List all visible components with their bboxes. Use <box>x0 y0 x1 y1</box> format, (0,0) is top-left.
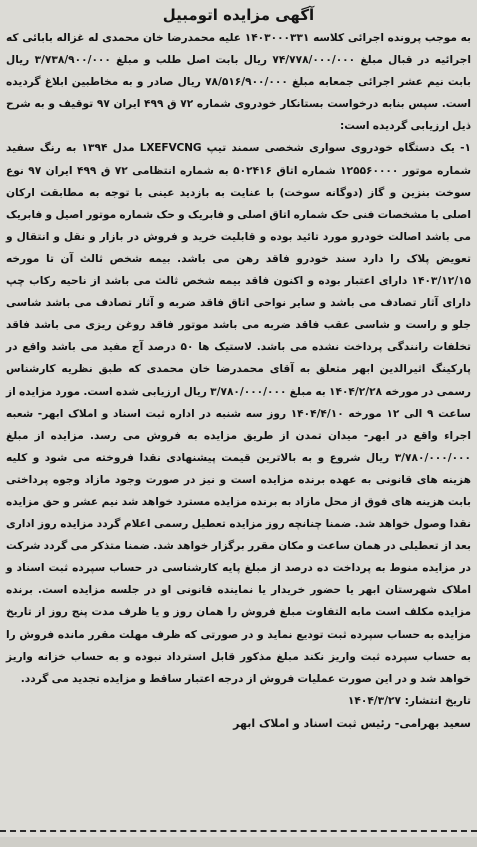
signature-line: سعید بهرامی- رئیس ثبت اسناد و املاک ابهر <box>233 716 471 730</box>
notice-paragraph-details: ۱- یک دستگاه خودروی سواری شخصی سمند تیپ LXEFVCNG مدل ۱۳۹۴ به رنگ سفید شماره موتور ۱۲۵۵۶۰۰۰۰ شماره اتاق ۵۰۲۴۱۶ به شماره انتظامی ۷۲ ق ۴۹۹ ایران ۹۷ نوع سوخت بنزین و گاز (دوگانه سوخت) با عنایت به بازدید عینی با توجه به مطابقت ارکان اصلی با مشخصات فنی حک شماره اتاق اصلی و فابریک و حک شماره موتور اصیل و فابریک می باشد اصالت خودرو مورد تائید بوده و قابلیت خرید و فروش در بازار و نقل و انتقال و تعویض پلاک را دارد سند خودرو فاقد رهن می باشد. بیمه شخص ثالث آن تا مورخه ۱۴۰۳/۱۲/۱۵ دارای اعتبار بوده و اکنون فاقد بیمه شخص ثالث می باشد از ناحیه رکاب چپ دارای آثار تصادف می باشد و سایر نواحی اتاق فاقد ضربه و آثار تصادف می باشد شاسی جلو و راست و شاسی عقب فاقد ضربه می باشد موتور فاقد روغن ریزی می باشد فاقد تخلفات رانندگی پرداخت نشده می باشد. لاستیک ها ۵۰ درصد آج مفید می باشد واقع در پارکینگ اثیرالدین ابهر متعلق به آقای محمدرضا خان محمدی که طبق نظریه کارشناس رسمی در مورخه ۱۴۰۴/۲/۲۸ به مبلغ ۳/۷۸۰/۰۰۰/۰۰۰ ریال ارزیابی شده است. مورد مزایده از ساعت ۹ الی ۱۲ مورخه ۱۴۰۴/۴/۱۰ روز سه شنبه در اداره ثبت اسناد و املاک ابهر- شعبه اجراء واقع در ابهر- میدان تمدن از طریق مزایده به فروش می رسد. مزایده از مبلغ ۳/۷۸۰/۰۰۰/۰۰۰ ریال شروع و به بالاترین قیمت پیشنهادی نقدا فروخته می شود و کلیه هزینه های قانونی به عهده برنده مزایده است و نیز در صورت وجود مازاد وجوه پرداختی بابت هزینه های فوق از محل مازاد به برنده مزایده مسترد خواهد شد نیم عشر و حق مزایده نقدا وصول خواهد شد. ضمنا چنانچه روز مزایده تعطیل رسمی اعلام گردد مزایده روز اداری بعد از تعطیلی در همان ساعت و مکان مقرر برگزار خواهد شد. ضمنا متذکر می گردد شرکت در مزایده منوط به پرداخت ده درصد از مبلغ پایه کارشناسی در حساب سپرده ثبت اسناد و املاک شهرستان ابهر یا حضور خریدار یا نماینده قانونی او در جلسه مزایده است. برنده مزایده مکلف است مابه التفاوت مبلغ فروش را همان روز و یا ظرف مدت پنج روز از تاریخ مزایده به حساب سپرده ثبت تودیع نماید و در صورتی که ظرف مهلت مقرر مانده فروش را به حساب سپرده ثبت واریز نکند مبلغ مذکور قابل استرداد نبوده و به حساب خزانه واریز خواهد شد و در این صورت عملیات فروش از درجه اعتبار ساقط و مزایده تجدید می گردد. <box>6 142 472 685</box>
notice-body <box>6 27 471 690</box>
notice-paragraph-intro: به موجب پرونده اجرائی کلاسه ۱۴۰۳۰۰۰۳۳۱ علیه محمدرضا خان محمدی له غزاله بابائی که اجرائیه در قبال مبلغ ۷۴/۷۷۸/۰۰۰/۰۰۰ ریال بابت اصل طلب و مبلغ ۳/۷۳۸/۹۰۰/۰۰۰ ریال بابت نیم عشر اجرائی جمعابه مبلغ ۷۸/۵۱۶/۹۰۰/۰۰۰ ریال صادر و به مخاطبین ابلاغ گردیده است. سپس بنابه درخواست بستانکار خودروی شماره ۷۲ ق ۴۹۹ ایران ۹۷ توقیف و به شرح ذیل ارزیابی گردیده است: <box>6 32 472 133</box>
notice-title: آگهی مزایده اتومبیل <box>162 6 315 24</box>
publish-date: تاریخ انتشار: ۱۴۰۴/۳/۲۷ <box>347 694 471 707</box>
page-divider <box>0 830 477 835</box>
bottom-band <box>0 837 477 847</box>
